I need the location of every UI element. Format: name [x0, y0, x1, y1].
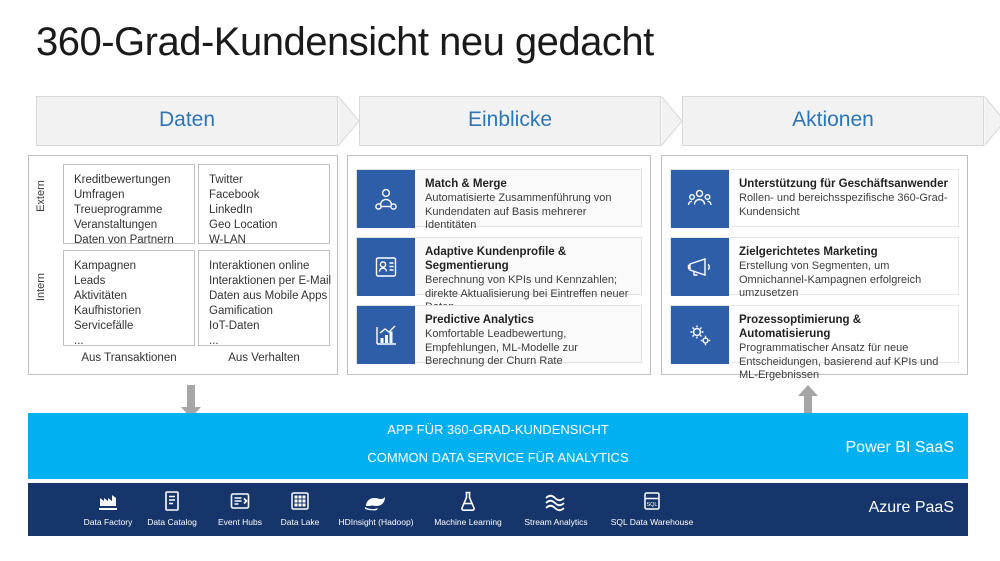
insight-card-match-merge[interactable] [356, 169, 642, 231]
insight-card-predictive-analytics[interactable] [356, 305, 642, 367]
app-bar-line2: COMMON DATA SERVICE FÜR ANALYTICS [367, 450, 629, 465]
megaphone-icon [671, 238, 729, 296]
caption-aus-verhalten: Aus Verhalten [228, 352, 300, 364]
gears-icon [671, 306, 729, 364]
list-item: Daten aus Mobile Apps [209, 290, 328, 302]
list-item: ... [209, 335, 219, 347]
action-card-prozessoptimierung[interactable] [670, 305, 959, 381]
list-item: Leads [74, 275, 106, 287]
stage-daten-label: Daten [158, 108, 216, 131]
panel-einblicke [347, 155, 651, 375]
service-label: HDInsight (Hadoop) [338, 517, 414, 527]
list-item: Geo Location [209, 219, 278, 231]
hdinsight-hadoop-icon [328, 488, 424, 514]
insight-card-kundenprofile[interactable] [356, 237, 642, 300]
page-title: 360-Grad-Kundensicht neu gedacht [36, 20, 654, 64]
power-bi-saas-label: Power BI SaaS [845, 439, 954, 456]
svg-text:SQL: SQL [646, 502, 658, 508]
predictive-chart-icon [357, 306, 415, 364]
list-item: IoT-Daten [209, 320, 260, 332]
box-extern-transaktionen [63, 164, 195, 244]
insight-desc: Automatisierte Zusammenführung von Kundendaten auf Basis mehrerer Identitäten [425, 192, 612, 231]
action-title: Zielgerichtetes Marketing [739, 246, 878, 258]
action-desc: Rollen- und bereichsspezifische 360-Grad-Kundensicht [739, 192, 948, 218]
list-item: Treueprogramme [74, 204, 163, 216]
action-title: Prozessoptimierung & Automatisierung [739, 314, 862, 340]
azure-paas-label: Azure PaaS [868, 499, 954, 516]
row-label-intern: Intern [35, 272, 47, 302]
service-label: Data Lake [280, 517, 320, 527]
list-item: Umfragen [74, 189, 125, 201]
list-item: W-LAN [209, 234, 246, 246]
stage-banner [36, 96, 984, 146]
stage-einblicke-label: Einblicke [467, 108, 553, 131]
machine-learning-icon [420, 488, 516, 514]
list-item: Daten von Partnern [74, 234, 174, 246]
sql-data-warehouse-icon [604, 488, 700, 514]
service-label: SQL Data Warehouse [610, 517, 694, 527]
list-item: LinkedIn [209, 204, 253, 216]
stage-daten [36, 96, 338, 146]
stage-aktionen-arrow-icon [984, 96, 1000, 146]
stage-einblicke [359, 96, 661, 146]
list-item: Twitter [209, 174, 243, 186]
action-card-geschaeftsanwender[interactable] [670, 169, 959, 227]
people-group-icon [671, 170, 729, 228]
azure-bar [28, 483, 968, 536]
list-item: Kaufhistorien [74, 305, 142, 317]
action-desc: Erstellung von Segmenten, um Omnichannel-Kampagnen erfolgreich umzusetzen [739, 260, 922, 299]
customer-profile-icon [357, 238, 415, 296]
row-label-extern: Extern [35, 180, 47, 212]
action-desc: Programmatischer Ansatz für neue Entscheidungen, basierend auf KPIs und ML-Ergebnissen [739, 342, 939, 381]
insight-title: Adaptive Kundenprofile & Segmentierung [425, 246, 567, 272]
insight-desc: Komfortable Leadbewertung, Empfehlungen, ML-Modelle zur Berechnung der Churn Rate [425, 328, 578, 367]
insight-desc: Berechnung von KPIs und Kennzahlen; direkte Aktualisierung bei Eintreffen neuer [425, 274, 629, 300]
action-title: Unterstützung für Geschäftsanwender [739, 178, 948, 190]
caption-aus-transaktionen: Aus Transaktionen [81, 352, 177, 364]
list-item: Gamification [209, 305, 273, 317]
box-intern-transaktionen [63, 250, 195, 346]
list-item: Aktivitäten [74, 290, 128, 302]
panel-daten [28, 155, 338, 375]
insight-title: Match & Merge [425, 178, 507, 190]
list-item: Interaktionen per E-Mail [209, 275, 332, 287]
app-bar [28, 413, 968, 479]
list-item: Veranstaltungen [74, 219, 158, 231]
box-extern-verhalten [198, 164, 330, 244]
list-item: Kreditbewertungen [74, 174, 171, 186]
stage-aktionen [682, 96, 984, 146]
list-item: Interaktionen online [209, 260, 310, 272]
service-label: Data Factory [83, 517, 133, 527]
service-label: Event Hubs [218, 517, 262, 527]
list-item: ... [74, 335, 84, 347]
service-label: Machine Learning [434, 517, 502, 527]
service-label: Stream Analytics [524, 517, 588, 527]
list-item: Facebook [209, 189, 260, 201]
service-hdinsight-hadoop[interactable] [328, 488, 424, 527]
service-label: Data Catalog [147, 517, 197, 527]
service-stream-analytics[interactable] [508, 488, 604, 527]
stage-aktionen-label: Aktionen [792, 108, 874, 131]
action-card-marketing[interactable] [670, 237, 959, 299]
app-bar-line1: APP FÜR 360-GRAD-KUNDENSICHT [387, 422, 609, 437]
list-item: Kampagnen [74, 260, 137, 272]
list-item: Servicefälle [74, 320, 134, 332]
stream-analytics-icon [508, 488, 604, 514]
service-sql-data-warehouse[interactable] [604, 488, 700, 527]
panel-aktionen [661, 155, 968, 381]
box-intern-verhalten [198, 250, 330, 346]
insight-title: Predictive Analytics [425, 314, 534, 326]
match-merge-icon [357, 170, 415, 228]
service-machine-learning[interactable] [420, 488, 516, 527]
